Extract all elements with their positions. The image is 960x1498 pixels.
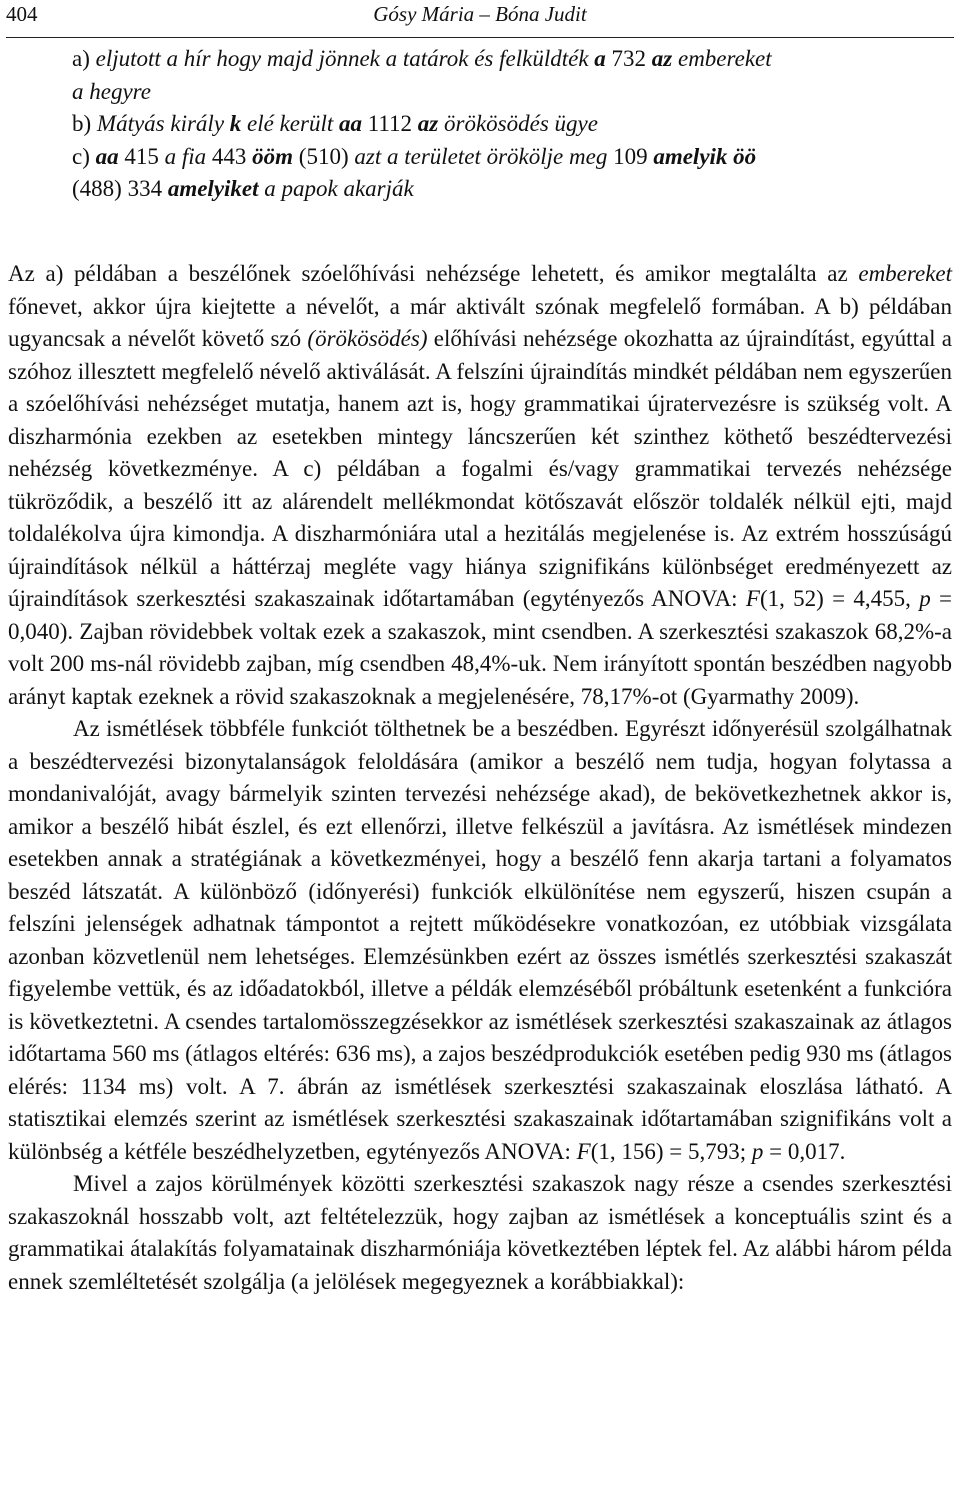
text-run: 443 (206, 143, 253, 169)
text-run: b) (72, 111, 97, 136)
text-run: Az ismétlések többféle funkciót tölthetnek be a beszédben. Egyrészt időnyerésül szolgálhatnak a beszédtervezési bizonytalanságok feloldására (amikor a beszélő nem tudja, hogyan folytassa a mondanivalóját, avagy bármelyik szinten tervezési nehézsége akad), de bekövetkezhetnek akkor is, amikor a beszélő hibát észlel, és ezt ellenőrzi, illetve felkészül a javításra. Az ismétlések mindezen esetekben annak a stratégiának a következményei, hogy a beszélő fenn akarja tartani a folyamatos beszéd látszatát. A különböző (időnyerési) funkciók elkülönítése nem egyszerű, hiszen csupán a felszíni jelenségek adhatnak támpontot a rejtett működésekre vonatkozóan, ez utóbbiak vizsgálata azonban közvetlenül nem lehetséges. Elemzésünkben ezért az összes ismétlés szerkesztési szakaszát figyelembe vettük, és az időadatokból, illetve a példák elemzéséből próbáltunk esetenként a funkcióra is következtetni. A csendes tartalomösszegzésekkor az ismétlések szerkesztési szakaszainak az átlagos időtartama 560 ms (átlagos eltérés: 636 ms), a zajos beszédprodukciók esetében pedig 930 ms (átlagos elérés: 1134 ms) volt. A 7. ábrán az ismétlések szerkesztési szakaszainak eloszlása látható. A statisztikai elemzés szerint az ismétlések szerkesztési szakaszainak időtartamában szignifikáns volt a különbség a kétféle beszédhelyzetben, egytényezős ANOVA: (8, 716, 952, 1164)
text-run: F (576, 1138, 591, 1164)
text-run: eljutott a hír hogy majd jönnek a tatárok és felküldték (95, 46, 595, 71)
paragraph (8, 713, 952, 1168)
text-run: = 0,040). Zajban rövidebbek voltak ezek a szakaszok, mint csendben. A szerkesztési szakaszok 68,2%-a volt 200 ms-nál rövidebb zajban, míg csendben 48,4%-uk. Nem irányított spontán beszédben nagyobb arányt kaptak ezeknek a rövid szakaszoknak a megjelenésére, 78,17%-ot (Gyarmathy 2009). (8, 586, 952, 709)
text-run: a papok akarják (258, 176, 414, 201)
text-run: p (919, 586, 931, 611)
body-text (8, 258, 952, 1298)
text-run: a hegyre (72, 78, 151, 104)
text-run: Az a) példában a beszélőnek szóelőhívási nehézsége lehetett, és amikor megtalálta az (8, 261, 859, 286)
header-rule (6, 37, 954, 38)
example-line (72, 43, 952, 76)
text-run: Mátyás király (96, 111, 230, 136)
example-line (72, 141, 952, 174)
text-run: (1, 156) = 5,793; (590, 1138, 752, 1164)
paragraph (8, 1168, 952, 1298)
paragraph (8, 258, 952, 713)
text-run: amelyiket (167, 176, 259, 201)
text-run: F (745, 586, 760, 611)
text-run: a) (72, 46, 96, 71)
text-run: aa (339, 111, 362, 136)
example-line (72, 76, 952, 109)
text-run: (488) 334 (72, 176, 168, 201)
text-run: c) (72, 143, 96, 169)
text-run: ööm (252, 143, 294, 169)
text-run: 415 (118, 143, 165, 169)
text-run: amelyik öö (653, 143, 757, 169)
page-header (6, 2, 954, 36)
text-run: azt a területet örökölje meg (354, 143, 608, 169)
text-run: embereket (858, 261, 952, 286)
text-run: a (594, 46, 606, 71)
examples-block (72, 43, 952, 206)
text-run: főnevet, akkor újra kiejtette a névelőt, a már aktivált szónak megfelelő formában. A b) példában ugyancsak a névelőt követő szó (8, 293, 952, 351)
example-line (72, 173, 952, 206)
text-run: 732 (605, 46, 652, 71)
text-run: (510) (293, 143, 355, 169)
text-run: embereket (672, 46, 772, 71)
text-run: k (229, 111, 242, 136)
text-run: elé került (241, 111, 339, 136)
text-run: aa (95, 143, 119, 169)
text-run: az (417, 111, 439, 136)
text-run: (örökösödés) (307, 326, 428, 351)
text-run: előhívási nehézsége okozhatta az újraindítást, egyúttal a szóhoz illesztett megfelelő névelő aktiválását. A felszíni újraindítás mindkét példában nem egyszerűen a szóelőhívási nehézséget mutatja, hanem azt is, hogy grammatikai újratervezésre is szükség volt. A diszharmónia ezekben az esetekben mintegy láncszerűen két szinthez köthető beszédtervezési nehézség következménye. A c) példában a fogalmi és/vagy grammatikai tervezés nehézsége tükröződik, a beszélő itt az alárendelt mellékmondat kötőszavát először toldalék nélkül ejti, majd toldalékolva újra kimondja. A diszharmóniára utal a hezitálás megjelenése is. Az extrém hosszúságú újraindítások nélkül a háttérzaj megléte vagy hiánya szignifikáns különbséget eredményezett az újraindítások szerkesztési szakaszainak időtartamában (egytényezős ANOVA: (8, 326, 952, 611)
text-run: örökösödés ügye (438, 111, 598, 136)
page-number: 404 (6, 2, 38, 26)
text-run: (1, 52) = 4,455, (759, 586, 920, 611)
text-run: = 0,017. (763, 1138, 846, 1164)
text-run: az (651, 46, 673, 71)
text-run: 109 (607, 143, 654, 169)
text-run: p (751, 1138, 764, 1164)
text-run: 1112 (362, 111, 418, 136)
text-run: Mivel a zajos körülmények közötti szerkesztési szakaszok nagy része a csendes szerkesztési szakaszoknál hosszabb volt, azt feltételezzük, hogy zajban az ismétlések a konceptuális szint és a grammatikai átalakítás folyamatainak diszharmóniája következtében léptek fel. Az alábbi három példa ennek szemléltetését szolgálja (a jelölések megegyeznek a korábbiakkal): (8, 1171, 952, 1294)
running-head: Gósy Mária – Bóna Judit (373, 2, 587, 26)
text-run: a fia (164, 143, 207, 169)
example-line (72, 108, 952, 141)
